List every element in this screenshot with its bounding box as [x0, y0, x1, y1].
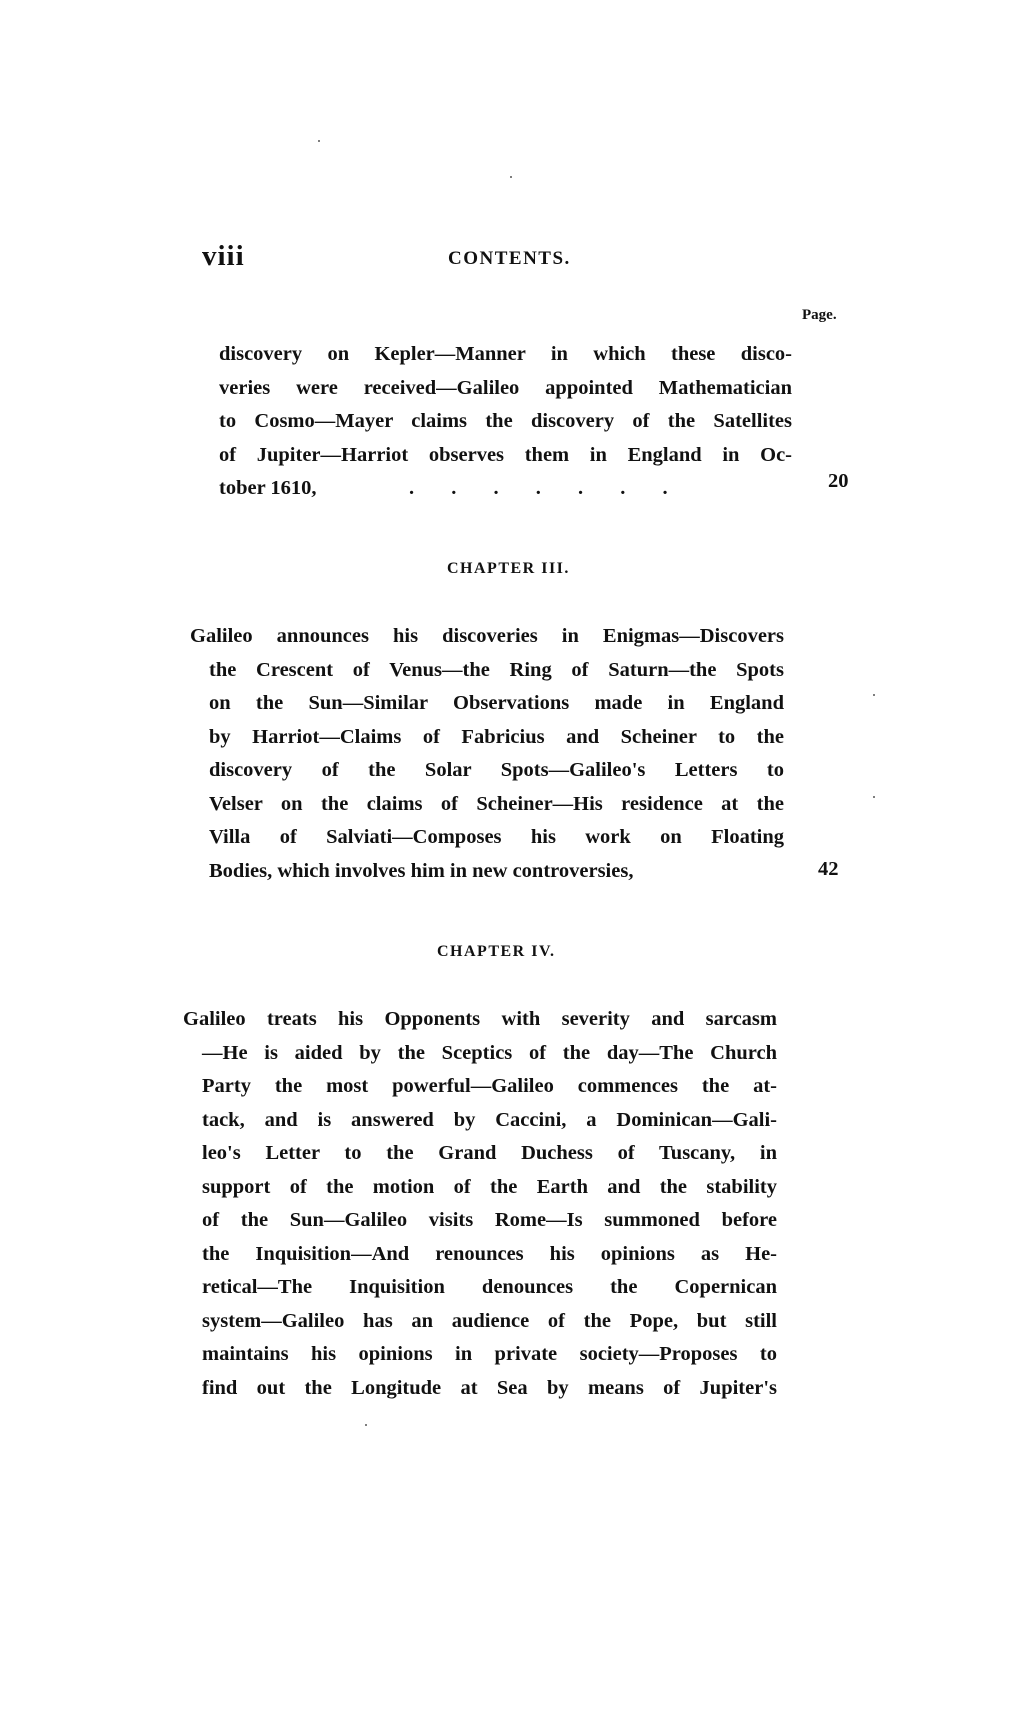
entry-line: system—Galileo has an audience of the Pope, but still: [202, 1309, 777, 1332]
entry-line: of the Sun—Galileo visits Rome—Is summoned before: [202, 1209, 777, 1231]
entry-line: the Inquisition—And renounces his opinions as He-: [202, 1242, 777, 1265]
scan-speck: [873, 694, 875, 696]
entry-line: Galileo treats his Opponents with severity and sarcasm: [183, 1008, 777, 1030]
entry-line: support of the motion of the Earth and the stability: [202, 1175, 777, 1198]
chapter-summary: [190, 620, 784, 888]
entry-line: tack, and is answered by Caccini, a Dominican—Gali-: [202, 1108, 777, 1131]
entry-page-number: 20: [828, 470, 849, 492]
entry-line: maintains his opinions in private society—Proposes to: [202, 1343, 777, 1365]
entry-line: Villa of Salviati—Composes his work on Floating: [209, 826, 784, 848]
contents-entry-continued: [219, 338, 792, 506]
dot-leader: . . . . . . .: [409, 477, 684, 499]
scan-speck: [510, 176, 512, 178]
chapter-heading: CHAPTER IV.: [437, 943, 556, 960]
entry-page-number: 42: [818, 858, 839, 880]
entry-line: tober 1610,: [219, 477, 317, 499]
entry-line: —He is aided by the Sceptics of the day—The Church: [202, 1041, 777, 1064]
chapter-heading: CHAPTER III.: [447, 560, 570, 577]
scan-speck: [365, 1424, 367, 1426]
entry-line: discovery on Kepler—Manner in which these disco-: [219, 343, 792, 365]
entry-line: discovery of the Solar Spots—Galileo's Letters to: [209, 759, 784, 781]
page-column-label: Page.: [802, 307, 837, 323]
entry-line: Velser on the claims of Scheiner—His residence at the: [209, 792, 784, 815]
entry-line-last: [219, 472, 792, 506]
entry-line: the Crescent of Venus—the Ring of Saturn—the Spots: [209, 658, 784, 681]
entry-line: veries were received—Galileo appointed Mathematician: [219, 376, 792, 399]
entry-line: to Cosmo—Mayer claims the discovery of the Satellites: [219, 410, 792, 432]
entry-line: leo's Letter to the Grand Duchess of Tuscany, in: [202, 1142, 777, 1164]
entry-line: find out the Longitude at Sea by means of Jupiter's: [202, 1376, 777, 1399]
scan-speck: [318, 140, 320, 142]
scan-speck: [873, 796, 875, 798]
entry-line: by Harriot—Claims of Fabricius and Scheiner to the: [209, 725, 784, 748]
folio-number: viii: [202, 240, 245, 272]
entry-line: of Jupiter—Harriot observes them in England in Oc-: [219, 443, 792, 466]
entry-line: on the Sun—Similar Observations made in England: [209, 692, 784, 714]
entry-line: retical—The Inquisition denounces the Copernican: [202, 1276, 777, 1298]
entry-line: Galileo announces his discoveries in Enigmas—Discovers: [190, 625, 784, 647]
entry-line: Bodies, which involves him in new controversies,: [209, 859, 634, 882]
chapter-summary: [183, 1003, 777, 1405]
entry-line: Party the most powerful—Galileo commences the at-: [202, 1075, 777, 1097]
running-title: CONTENTS.: [448, 248, 571, 269]
